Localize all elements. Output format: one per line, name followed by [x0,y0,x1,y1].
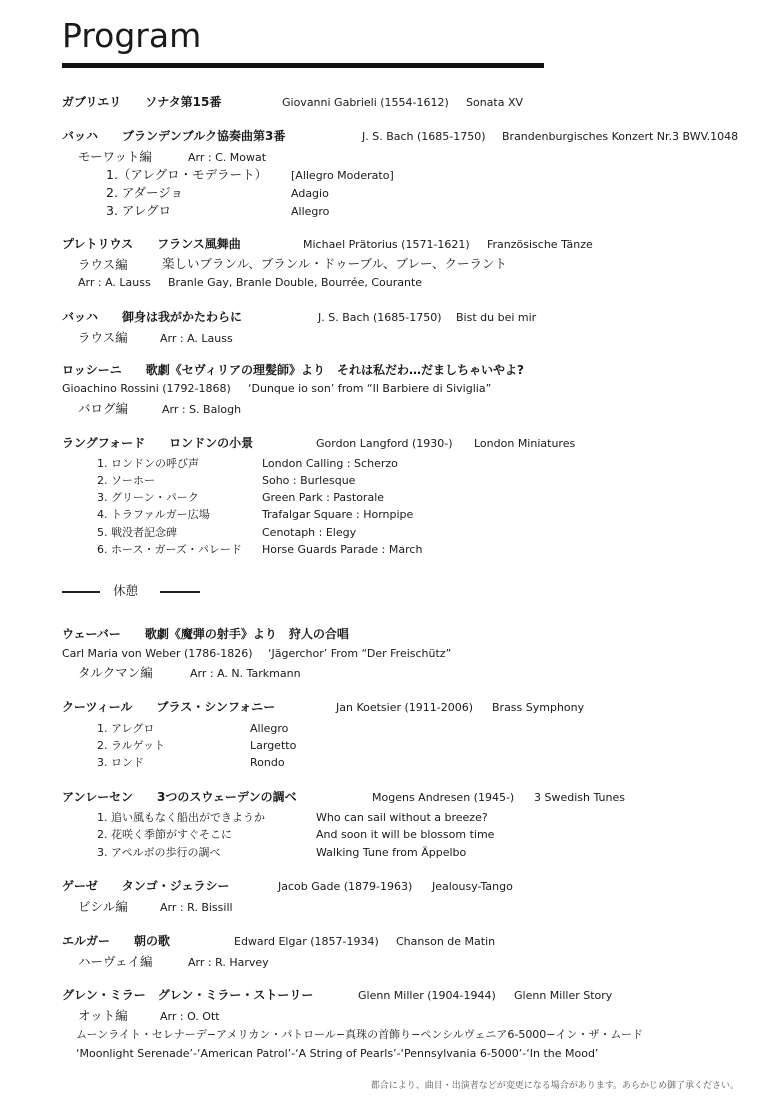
program-line: 3. アペルボの歩行の調べ [97,846,221,859]
program-line: J. S. Bach (1685-1750) [318,311,442,324]
program-line: Adagio [291,187,329,200]
program-heading: エルガー 朝の歌 [62,934,171,948]
program-line: Chanson de Matin [396,935,496,948]
program-line: Jealousy-Tango [432,880,513,893]
program-line: ムーンライト・セレナーデ−アメリカン・パトロール−真珠の首飾り−ペンシルヴェニア6-5000−イン・ザ・ムード [76,1028,643,1041]
program-line: Branle Gay, Branle Double, Bourrée, Courante [168,276,423,289]
program-line: Brass Symphony [492,701,585,714]
program-line: 3. グリーン・パーク [97,491,199,504]
program-line: 2. ソーホー [97,474,155,487]
program-line: オット編 [78,1008,128,1023]
program-line: ラウス編 [78,257,128,272]
program-line: Horse Guards Parade : March [262,543,423,556]
program-line: Green Park : Pastorale [262,491,385,504]
program-line: 2. ラルゲット [97,739,166,752]
program-line: Giovanni Gabrieli (1554-1612) [282,96,449,109]
program-heading: バッハ ブランデンブルク協奏曲第3番 [62,129,286,143]
program-line: 2. アダージョ [106,185,184,200]
title-underline [62,63,544,68]
program-line: Edward Elgar (1857-1934) [234,935,379,948]
program-line: Jacob Gade (1879-1963) [278,880,413,893]
program-line: タルクマン編 [78,665,153,680]
program-line: Sonata XV [466,96,524,109]
program-line: Arr : C. Mowat [188,151,267,164]
program-line: モーワット編 [78,149,152,164]
program-line: 1.（アレグロ・モデラート） [106,167,268,182]
program-line: Rondo [250,756,285,769]
program-line: Michael Prätorius (1571-1621) [303,238,470,251]
program-line: Arr : R. Bissill [160,901,233,914]
program-line: Who can sail without a breeze? [316,811,488,824]
program-line: Arr : O. Ott [160,1010,220,1023]
program-line: ラウス編 [78,330,128,345]
program-heading: プレトリウス フランス風舞曲 [62,237,241,251]
program-line: Arr : A. Lauss [78,276,151,289]
program-line: ‘Moonlight Serenade’-‘American Patrol’-‘A String of Pearls’-‘Pennsylvania 6-5000’-‘In the Mood’ [76,1047,599,1060]
program-line: 3. アレグロ [106,203,172,218]
program-line: Brandenburgisches Konzert Nr.3 BWV.1048 [502,130,739,143]
program-line: Gordon Langford (1930-) [316,437,453,450]
program-heading: ウェーバー 歌劇《魔弾の射手》より 狩人の合唱 [62,627,349,641]
program-line: And soon it will be blossom time [316,828,495,841]
program-line: Jan Koetsier (1911-2006) [336,701,474,714]
program-line: Bist du bei mir [456,311,537,324]
program-line: ‘Jägerchor’ From “Der Freischütz” [268,647,452,660]
program-line: ハーヴェイ編 [78,954,153,969]
program-line: Allegro [250,722,289,735]
footer-note: 都合により、曲目・出演者などが変更になる場合があります。あらかじめ御了承ください。 [370,1081,739,1091]
program-line: Allegro [291,205,330,218]
program-line: 3 Swedish Tunes [534,791,625,804]
program-line: Mogens Andresen (1945-) [372,791,515,804]
program-line: Carl Maria von Weber (1786-1826) [62,647,253,660]
program-line: 3. ロンド [97,756,144,769]
program-line: ‘Dunque io son’ from “Il Barbiere di Siviglia” [248,382,492,395]
program-line: 5. 戦没者記念碑 [97,526,177,539]
program-line: Glenn Miller Story [514,989,613,1002]
program-heading: バッハ 御身は我がかたわらに [62,310,243,324]
program-heading: アンレーセン 3つのスウェーデンの調べ [62,790,297,804]
program-line: [Allegro Moderato] [291,169,394,182]
program-line: Arr : A. Lauss [160,332,233,345]
intermission-dash-left [62,591,100,593]
program-heading: ゲーゼ タンゴ・ジェラシー [62,879,230,893]
program-line: Trafalgar Square : Hornpipe [262,508,414,521]
program-line: 1. 追い風もなく船出ができようか [97,811,265,824]
program-line: 楽しいブランル、ブランル・ドゥーブル、ブレー、クーラント [162,256,507,271]
program-line: Arr : R. Harvey [188,956,269,969]
program-line: Largetto [250,739,297,752]
program-line: 1. ロンドンの呼び声 [97,457,199,470]
program-heading: ガブリエリ ソナタ第15番 [62,95,222,109]
program-heading: ラングフォード ロンドンの小景 [62,436,254,450]
program-heading: クーツィール ブラス・シンフォニー [62,700,276,714]
program-line: 休憩 [113,583,139,598]
program-line: London Calling : Scherzo [262,457,398,470]
program-line: バログ編 [78,401,129,416]
program-line: Glenn Miller (1904-1944) [358,989,496,1002]
program-line: London Miniatures [474,437,576,450]
program-line: 4. トラファルガー広場 [97,508,210,521]
program-line: Arr : A. N. Tarkmann [190,667,301,680]
program-line: Arr : S. Balogh [162,403,242,416]
program-heading: グレン・ミラー グレン・ミラー・ストーリー [62,988,314,1002]
program-line: 1. アレグロ [97,722,155,735]
page-title: Program [62,16,202,55]
program-line: 2. 花咲く季節がすぐそこに [97,828,232,841]
program-line: Französische Tänze [487,238,593,251]
intermission-dash-right [160,591,200,593]
program-line: ビシル編 [78,899,128,914]
program-heading: ロッシーニ 歌劇《セヴィリアの理髪師》より それは私だわ…だましちゃいやよ? [62,363,525,377]
program-line: Soho : Burlesque [262,474,356,487]
program-line: 6. ホース・ガーズ・パレード [97,543,242,556]
program-line: J. S. Bach (1685-1750) [362,130,486,143]
program-line: Cenotaph : Elegy [262,526,357,539]
program-line: Gioachino Rossini (1792-1868) [62,382,231,395]
program-line: Walking Tune from Äppelbo [316,846,467,859]
